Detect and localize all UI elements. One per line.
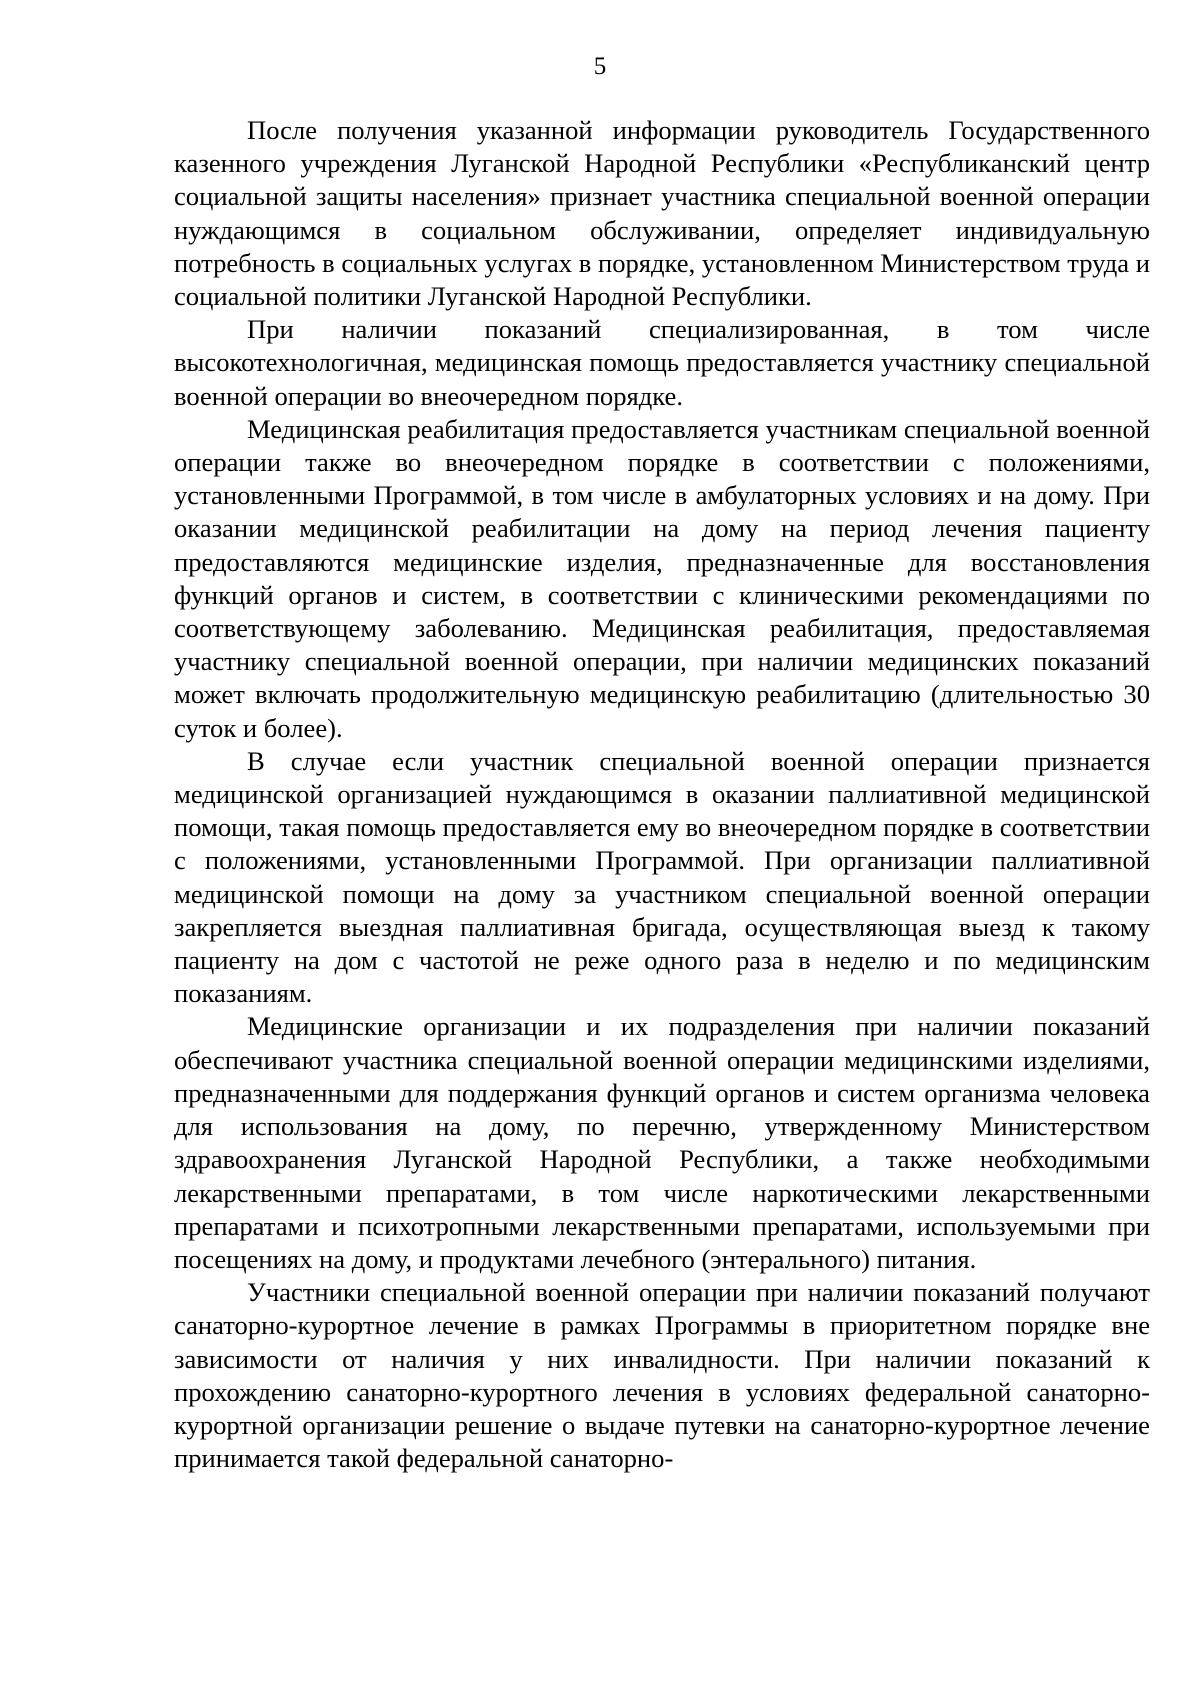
paragraph-specialized-care: При наличии показаний специализированная, в том числе высокотехнологичная, медицинская помощь предоставляется участнику специальной военной операции во внеочередном порядке.: [174, 314, 1150, 411]
paragraph-social-service: После получения указанной информации руководитель Государственного казенного учреждения Луганской Народной Республики «Республиканский центр социальной защиты населения» признает участника специальной военной операции нуждающимся в социальном обслуживании, определяет индивидуальную потребность в социальных услугах в порядке, установленном Министерством труда и социальной политики Луганской Народной Республики.: [174, 115, 1150, 312]
document-body: [174, 114, 1150, 1475]
paragraph-medical-rehabilitation: Медицинская реабилитация предоставляется участникам специальной военной операции также во внеочередном порядке в соответствии с положениями, установленными Программой, в том числе в амбулаторных условиях и на дому. При оказании медицинской реабилитации на дому на период лечения пациенту предоставляются медицинские изделия, предназначенные для восстановления функций органов и систем, в соответствии с клиническими рекомендациями по соответствующему заболеванию. Медицинская реабилитация, предоставляемая участнику специальной военной операции, при наличии медицинских показаний может включать продолжительную медицинскую реабилитацию (длительностью 30 суток и более).: [174, 413, 1150, 743]
paragraph-medical-devices: Медицинские организации и их подразделения при наличии показаний обеспечивают участника специальной военной операции медицинскими изделиями, предназначенными для поддержания функций органов и систем организма человека для использования на дому, по перечню, утвержденному Министерством здравоохранения Луганской Народной Республики, а также необходимыми лекарственными препаратами, в том числе наркотическими лекарственными препаратами и психотропными лекарственными препаратами, используемыми при посещениях на дому, и продуктами лечебного (энтерального) питания.: [174, 1011, 1150, 1274]
paragraph-sanatorium-treatment: Участники специальной военной операции при наличии показаний получают санаторно-курортное лечение в рамках Программы в приоритетном порядке вне зависимости от наличия у них инвалидности. При наличии показаний к прохождению санаторно-курортного лечения в условиях федеральной санаторно-курортной организации решение о выдаче путевки на санаторно-курортное лечение принимается такой федеральной санаторно-: [174, 1277, 1150, 1474]
page-number: 5: [593, 53, 607, 80]
paragraph-palliative-care: В случае если участник специальной военной операции признается медицинской организацией нуждающимся в оказании паллиативной медицинской помощи, такая помощь предоставляется ему во внеочередном порядке в соответствии с положениями, установленными Программой. При организации паллиативной медицинской помощи на дому за участником специальной военной операции закрепляется выездная паллиативная бригада, осуществляющая выезд к такому пациенту на дом с частотой не реже одного раза в неделю и по медицинским показаниям.: [174, 745, 1150, 1009]
